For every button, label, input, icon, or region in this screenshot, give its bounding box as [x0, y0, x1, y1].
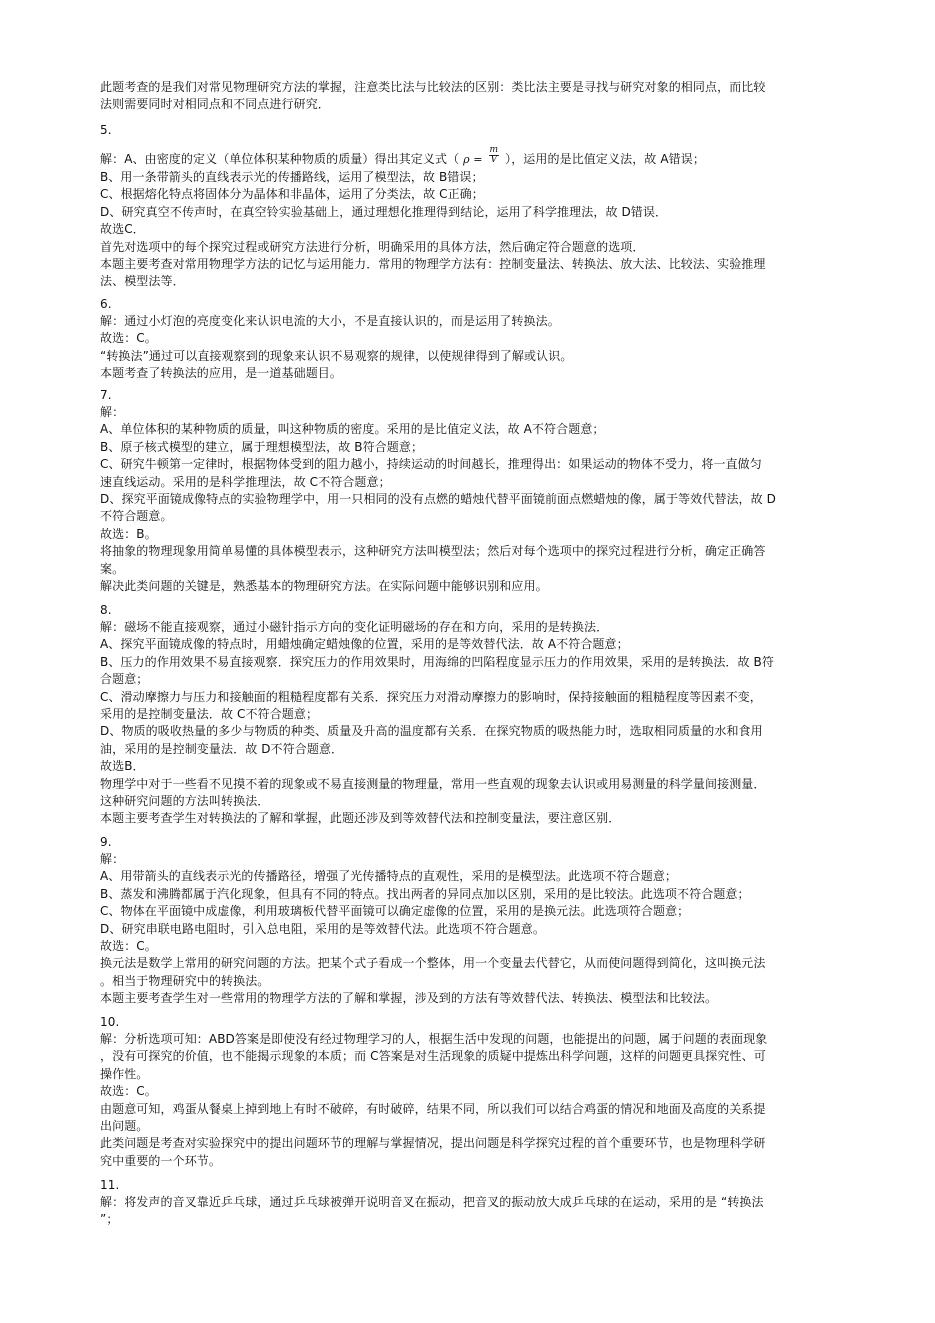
text-line: 操作性。: [100, 1066, 149, 1081]
question-number: 9.: [100, 835, 112, 849]
text-line: 这种研究问题的方法叫转换法．: [100, 794, 270, 809]
text-line: 换元法是数学上常用的研究问题的方法。把某个式子看成一个整体，用一个变量去代替它，从而使问题得到简化，这叫换元法: [100, 956, 766, 971]
text-line: 采用的是控制变量法．故 C不符合题意；: [100, 707, 319, 722]
text-line: 故选：C。: [100, 1084, 157, 1099]
fraction-numerator: m: [489, 145, 499, 155]
question-number: 5.: [100, 123, 112, 137]
text-line: 由题意可知，鸡蛋从餐桌上掉到地上有时不破碎，有时破碎，结果不同，所以我们可以结合鸡蛋的情况和地面及高度的关系提: [100, 1101, 766, 1116]
formula-line: [100, 145, 840, 169]
text-line: “转换法”通过可以直接观察到的现象来认识不易观察的规律，以使规律得到了解或认识。: [100, 348, 573, 363]
text-line: C、物体在平面镜中成虚像，利用玻璃板代替平面镜可以确定虚像的位置，采用的是换元法。此选项符合题意；: [100, 904, 690, 919]
text-line: B、用一条带箭头的直线表示光的传播路线，运用了模型法，故 B错误；: [100, 170, 484, 184]
text-line: 故选：C。: [100, 939, 157, 954]
density-fraction: [489, 146, 500, 165]
text-line: 解：: [100, 405, 125, 419]
question-8: [100, 602, 840, 828]
text-line: 速直线运动。采用的是科学推理法，故 C不符合题意；: [100, 474, 391, 489]
text-line: D、物质的吸收热量的多少与物质的种类、质量及升高的温度都有关系．在探究物质的吸热能力时，选取相同质量的水和食用: [100, 724, 763, 739]
formula-suffix: ），运用的是比值定义法，故 A错误；: [505, 152, 705, 166]
text-line: B、压力的作用效果不易直接观察．探究压力的作用效果时，用海绵的凹陷程度显示压力的作用效果，采用的是转换法．故 B符: [100, 654, 774, 669]
question-number: 10.: [100, 1015, 120, 1029]
text-line: 合题意；: [100, 672, 149, 687]
text-line: B、蒸发和沸腾都属于汽化现象，但具有不同的特点。找出两者的异同点加以区别，采用的是比较法。此选项不符合题意；: [100, 886, 750, 901]
text-line: 究中重要的一个环节。: [100, 1153, 222, 1168]
text-line: 解：通过小灯泡的亮度变化来认识电流的大小，不是直接认识的，而是运用了转换法。: [100, 314, 560, 328]
intro-paragraph: [100, 79, 840, 114]
question-11: [100, 1177, 840, 1229]
text-line: D、研究真空不传声时，在真空铃实验基础上，通过理想化推理得到结论，运用了科学推理法，故 D错误．: [100, 204, 668, 219]
text-line: 法则需要同时对相同点和不同点进行研究．: [100, 97, 330, 112]
text-line: 。相当于物理研究中的转换法。: [100, 973, 270, 988]
question-5: [100, 122, 840, 291]
text-line: 案。: [100, 561, 125, 576]
text-line: D、探究平面镜成像特点的实验物理学中，用一只相同的没有点燃的蜡烛代替平面镜前面点燃蜡烛的像，属于等效代替法，故 D: [100, 492, 776, 507]
text-line: A、用带箭头的直线表示光的传播路径，增强了光传播特点的直观性，采用的是模型法。此选项不符合题意；: [100, 869, 678, 884]
text-line: 此题考查的是我们对常见物理研究方法的掌握，注意类比法与比较法的区别：类比法主要是寻找与研究对象的相同点，而比较: [100, 80, 766, 94]
formula-prefix: 解：A、由密度的定义（单位体积某种物质的质量）得出其定义式（: [100, 152, 460, 166]
text-line: 解：分析选项可知：ABD答案是即使没有经过物理学习的人，根据生活中发现的问题，也能提出的问题，属于问题的表面现象: [100, 1032, 768, 1046]
text-line: A、探究平面镜成像的特点时，用蜡烛确定蜡烛像的位置，采用的是等效替代法．故 A不符合题意；: [100, 637, 629, 652]
text-line: 本题主要考查学生对一些常用的物理学方法的了解和掌握，涉及到的方法有等效替代法、转换法、模型法和比较法。: [100, 991, 718, 1006]
text-line: 故选：B。: [100, 526, 157, 541]
question-10: [100, 1014, 840, 1170]
text-line: 将抽象的物理现象用简单易懂的具体模型表示，这种研究方法叫模型法；然后对每个选项中的探究过程进行分析，确定正确答: [100, 544, 766, 559]
text-line: B、原子核式模型的建立，属于理想模型法，故 B符合题意；: [100, 439, 424, 454]
text-line: D、研究串联电路电阻时，引入总电阻，采用的是等效替代法。此选项不符合题意。: [100, 921, 545, 936]
text-line: C、根据熔化特点将固体分为晶体和非晶体，运用了分类法，故 C正确；: [100, 187, 484, 202]
text-line: 法、模型法等．: [100, 274, 185, 289]
question-number: 8.: [100, 603, 112, 617]
text-line: 解决此类问题的关键是，熟悉基本的物理研究方法。在实际问题中能够识别和应用。: [100, 579, 548, 594]
text-line: 不符合题意。: [100, 509, 173, 524]
fraction-denominator: V: [490, 155, 498, 165]
text-line: 首先对选项中的每个探究过程或研究方法进行分析，明确采用的具体方法，然后确定符合题意的选项．: [100, 239, 645, 254]
question-number: 6.: [100, 297, 112, 311]
text-line: 油，采用的是控制变量法．故 D不符合题意．: [100, 741, 344, 756]
text-line: 解：将发声的音叉靠近乒乓球，通过乒乓球被弹开说明音叉在振动，把音叉的振动放大成乒乓球的在运动，采用的是 “转换法: [100, 1195, 764, 1209]
formula-rho: ρ =: [463, 153, 483, 166]
text-line: A、单位体积的某种物质的质量，叫这种物质的密度。采用的是比值定义法，故 A不符合题意；: [100, 422, 605, 437]
text-line: 故选C．: [100, 222, 145, 237]
text-line: C、研究牛顿第一定律时，根据物体受到的阻力越小，持续运动的时间越长，推理得出：如果运动的物体不受力，将一直做匀: [100, 457, 762, 472]
question-number: 7.: [100, 388, 112, 402]
text-line: 解：: [100, 852, 125, 866]
text-line: C、滑动摩擦力与压力和接触面的粗糙程度都有关系．探究压力对滑动摩擦力的影响时，保持接触面的粗糙程度等因素不变，: [100, 689, 762, 704]
text-line: 本题主要考查学生对转换法的了解和掌握，此题还涉及到等效替代法和控制变量法，要注意区别．: [100, 811, 621, 826]
text-line: ”；: [100, 1212, 119, 1227]
text-line: 本题主要考查对常用物理学方法的记忆与运用能力．常用的物理学方法有：控制变量法、转换法、放大法、比较法、实验推理: [100, 257, 766, 272]
text-line: 出问题。: [100, 1119, 149, 1134]
text-line: ，没有可探究的价值，也不能揭示现象的本质；而 C答案是对生活现象的质疑中提炼出科学问题，这样的问题更具探究性、可: [100, 1049, 766, 1064]
text-line: 此类问题是考查对实验探究中的提出问题环节的理解与掌握情况，提出问题是科学探究过程的首个重要环节，也是物理科学研: [100, 1136, 766, 1151]
text-line: 解：磁场不能直接观察，通过小磁针指示方向的变化证明磁场的存在和方向，采用的是转换法．: [100, 620, 609, 634]
text-line: 本题考查了转换法的应用，是一道基础题目。: [100, 366, 343, 381]
text-line: 故选：C。: [100, 331, 157, 346]
question-number: 11.: [100, 1178, 120, 1192]
question-6: [100, 296, 840, 383]
question-9: [100, 834, 840, 1008]
question-7: [100, 387, 840, 595]
text-line: 物理学中对于一些看不见摸不着的现象或不易直接测量的物理量，常用一些直观的现象去认识或用易测量的科学量间接测量．: [100, 776, 766, 791]
text-line: 故选B．: [100, 759, 145, 774]
